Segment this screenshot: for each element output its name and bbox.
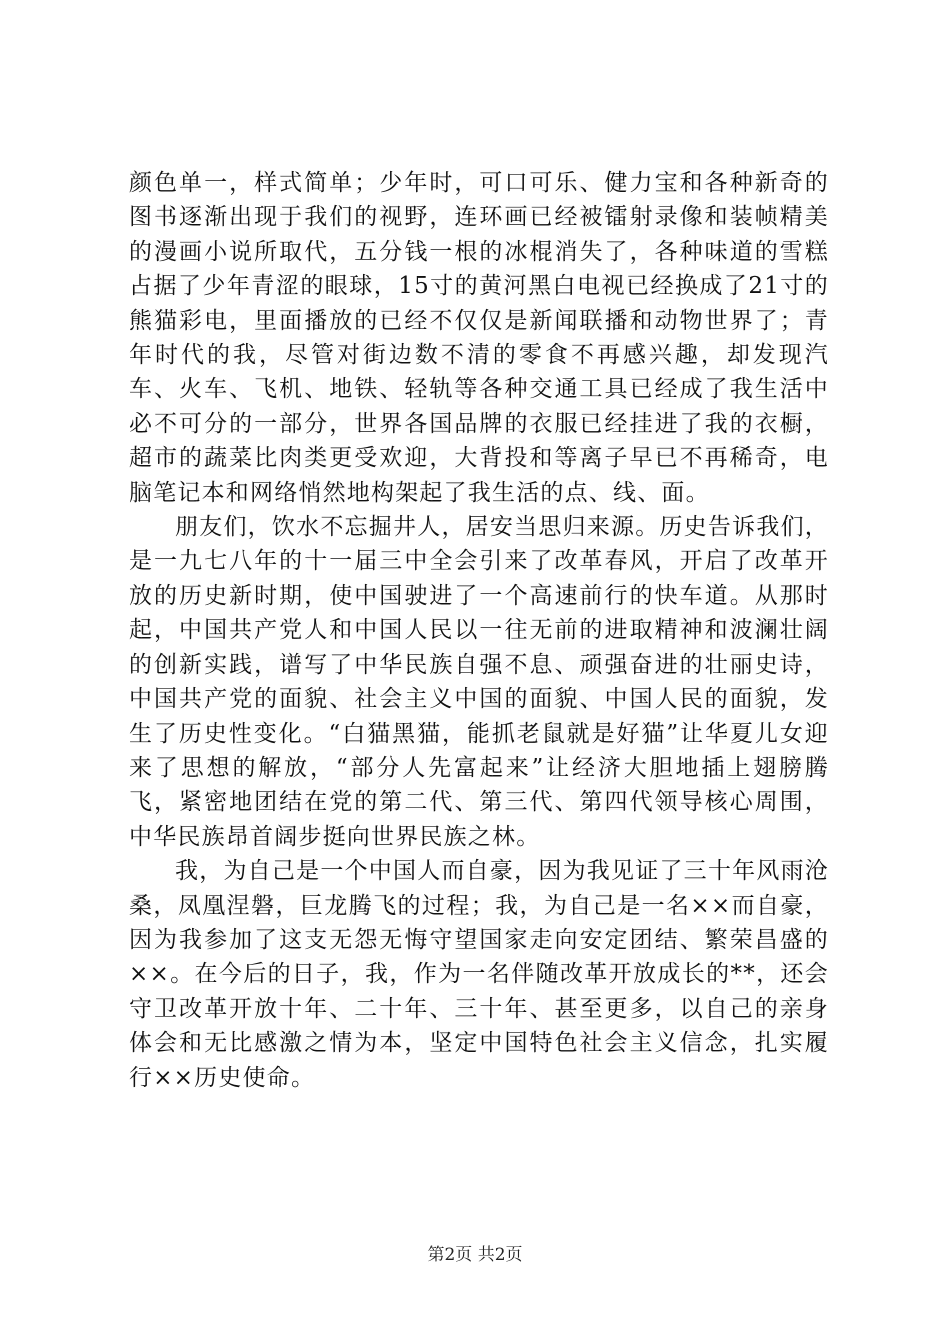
document-body	[129, 166, 829, 1095]
page-number-footer: 第2页 共2页	[427, 1245, 523, 1265]
paragraph-continued: 颜色单一，样式简单；少年时，可口可乐、健力宝和各种新奇的图书逐渐出现于我们的视野，连环画已经被镭射录像和装帧精美的漫画小说所取代，五分钱一根的冰棍消失了，各种味道的雪糕占据了少年青涩的眼球，15寸的黄河黑白电视已经换成了21寸的熊猫彩电，里面播放的已经不仅仅是新闻联播和动物世界了；青年时代的我，尽管对街边数不清的零食不再感兴趣，却发现汽车、火车、飞机、地铁、轻轨等各种交通工具已经成了我生活中必不可分的一部分，世界各国品牌的衣服已经挂进了我的衣橱，超市的蔬菜比肉类更受欢迎，大背投和等离子早已不再稀奇，电脑笔记本和网络悄然地构架起了我生活的点、线、面。	[129, 170, 829, 506]
paragraph-pride: 我，为自己是一个中国人而自豪，因为我见证了三十年风雨沧桑，凤凰涅磐，巨龙腾飞的过程；我，为自己是一名××而自豪，因为我参加了这支无怨无悔守望国家走向安定团结、繁荣昌盛的××。在今后的日子，我，作为一名伴随改革开放成长的**，还会守卫改革开放十年、二十年、三十年、甚至更多，以自己的亲身体会和无比感激之情为本，坚定中国特色社会主义信念，扎实履行××历史使命。	[129, 858, 829, 1091]
paragraph-reform-history: 朋友们，饮水不忘掘井人，居安当思归来源。历史告诉我们，是一九七八年的十一届三中全会引来了改革春风，开启了改革开放的历史新时期，使中国驶进了一个高速前行的快车道。从那时起，中国共产党人和中国人民以一往无前的进取精神和波澜壮阔的创新实践，谱写了中华民族自强不息、顽强奋进的壮丽史诗，中国共产党的面貌、社会主义中国的面貌、中国人民的面貌，发生了历史性变化。“白猫黑猫，能抓老鼠就是好猫”让华夏儿女迎来了思想的解放，“部分人先富起来”让经济大胆地插上翅膀腾飞，紧密地团结在党的第二代、第三代、第四代领导核心周围，中华民族昂首阔步挺向世界民族之林。	[129, 514, 829, 850]
